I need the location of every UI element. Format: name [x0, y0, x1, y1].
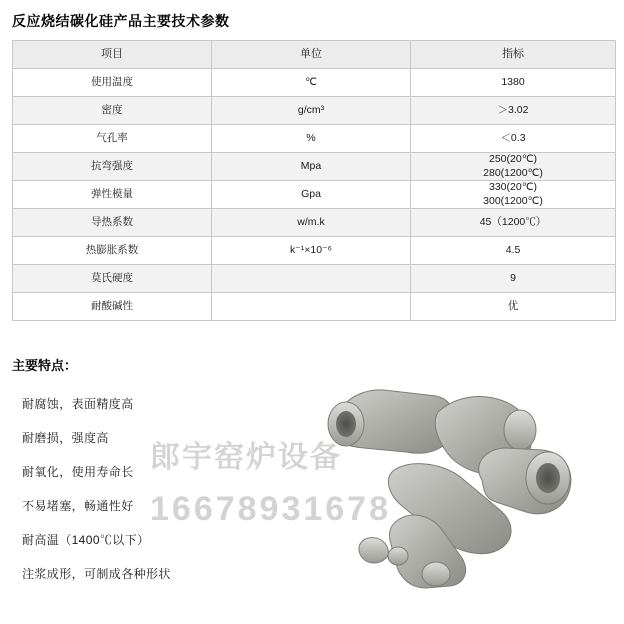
table-row	[13, 293, 616, 321]
table-header-row	[13, 41, 616, 69]
cell-value-line2: 300(1200℃)	[483, 194, 543, 207]
table-row	[13, 125, 616, 153]
cell-unit: ℃	[212, 69, 411, 97]
table-row	[13, 237, 616, 265]
list-item: 耐腐蚀，表面精度高	[22, 397, 134, 411]
page-title: 反应烧结碳化硅产品主要技术参数	[12, 13, 230, 29]
cell-item: 密度	[13, 97, 212, 125]
table-row	[13, 153, 616, 181]
cell-unit: Gpa	[212, 181, 411, 209]
table-row	[13, 69, 616, 97]
cell-value: 1380	[411, 69, 616, 97]
cell-value: ＜0.3	[411, 125, 616, 153]
cell-item: 弹性模量	[13, 181, 212, 209]
cell-item: 气孔率	[13, 125, 212, 153]
cell-value	[411, 181, 616, 209]
cell-item: 热膨胀系数	[13, 237, 212, 265]
column-header-value: 指标	[411, 41, 616, 69]
watermark-text: 郎宇窑炉设备	[150, 441, 342, 474]
column-header-item: 项目	[13, 41, 212, 69]
cell-unit	[212, 265, 411, 293]
cell-unit: k⁻¹×10⁻⁶	[212, 237, 411, 265]
list-item: 不易堵塞，畅通性好	[22, 499, 134, 513]
cell-value-line1: 250(20℃)	[489, 153, 537, 166]
cell-value: 9	[411, 265, 616, 293]
table-row	[13, 209, 616, 237]
cell-unit: %	[212, 125, 411, 153]
cell-value: 4.5	[411, 237, 616, 265]
cell-item: 抗弯强度	[13, 153, 212, 181]
table-row	[13, 265, 616, 293]
column-header-unit: 单位	[212, 41, 411, 69]
cell-unit: Mpa	[212, 153, 411, 181]
spec-table	[12, 40, 616, 321]
cell-unit: g/cm³	[212, 97, 411, 125]
cell-value: 优	[411, 293, 616, 321]
cell-value: 45（1200℃）	[411, 209, 616, 237]
list-item: 注浆成形，可制成各种形状	[22, 567, 171, 581]
cell-value-line1: 330(20℃)	[489, 181, 537, 194]
features-list	[22, 395, 282, 599]
watermark-number: 16678931678	[150, 490, 392, 528]
cell-unit	[212, 293, 411, 321]
features-title: 主要特点：	[12, 358, 78, 373]
cell-value: ＞3.02	[411, 97, 616, 125]
cell-unit: w/m.k	[212, 209, 411, 237]
cell-item: 耐酸碱性	[13, 293, 212, 321]
table-row	[13, 181, 616, 209]
table-row	[13, 97, 616, 125]
cell-value-line2: 280(1200℃)	[483, 166, 543, 179]
list-item: 耐磨损，强度高	[22, 431, 109, 445]
product-photo	[286, 360, 616, 610]
cell-item: 导热系数	[13, 209, 212, 237]
list-item: 耐氧化，使用寿命长	[22, 465, 134, 479]
cell-value	[411, 153, 616, 181]
cell-item: 莫氏硬度	[13, 265, 212, 293]
cell-item: 使用温度	[13, 69, 212, 97]
list-item: 耐高温（1400℃以下）	[22, 533, 150, 547]
